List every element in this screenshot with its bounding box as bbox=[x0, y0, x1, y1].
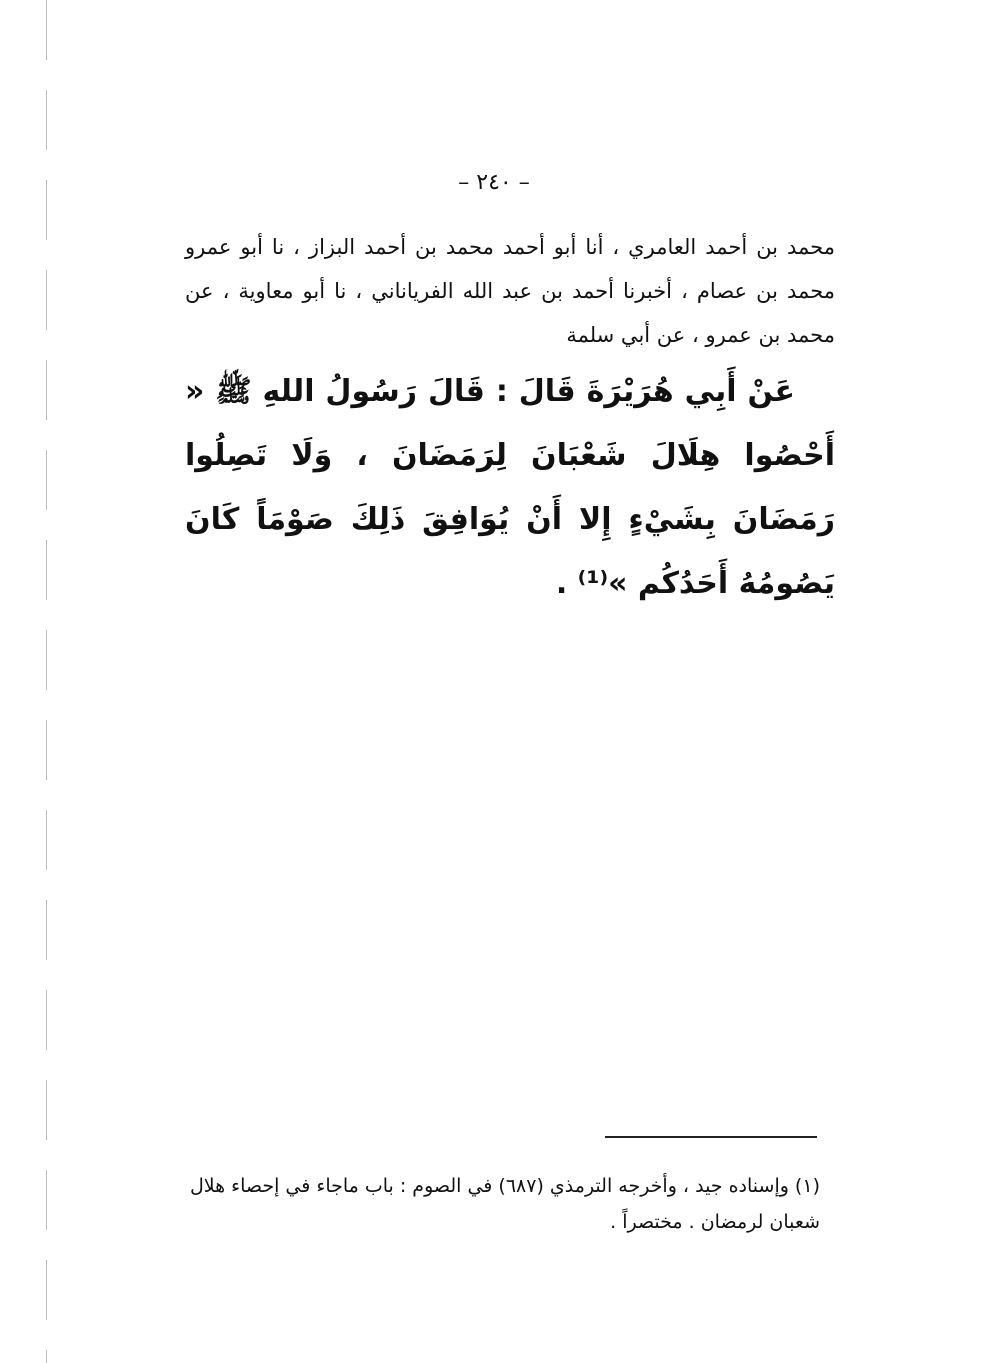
hadith-text: عَنْ أَبِي هُرَيْرَةَ قَالَ : قَالَ رَسُولُ اللهِ ﷺ « أَحْصُوا هِلَالَ شَعْبَانَ لِرَمَضَانَ ، وَلَا تَصِلُوا رَمَضَانَ بِشَيْءٍ إِلا أَنْ يُوَافِقَ ذَلِكَ صَوْمَاً كَانَ يَصُومُهُ أَحَدُكُم »⁽¹⁾ . bbox=[185, 374, 835, 601]
hadith-paragraph bbox=[185, 360, 835, 616]
isnad-text: محمد بن أحمد العامري ، أنا أبو أحمد محمد بن أحمد البزاز ، نا أبو عمرو محمد بن عصام ، أخبرنا أحمد بن عبد الله الفرياناني ، نا أبو معاوية ، عن محمد بن عمرو ، عن أبي سلمة bbox=[185, 235, 835, 347]
footnotes bbox=[170, 1168, 820, 1240]
page-number: – ٢٤٠ – bbox=[458, 170, 530, 195]
scan-margin-line bbox=[46, 0, 47, 1363]
footnote-separator bbox=[605, 1136, 817, 1138]
footnote-1: (١) وإسناده جيد ، وأخرجه الترمذي (٦٨٧) في الصوم : باب ماجاء في إحصاء هلال شعبان لرمضان . مختصراً . bbox=[189, 1175, 820, 1233]
isnad-paragraph bbox=[185, 225, 835, 357]
